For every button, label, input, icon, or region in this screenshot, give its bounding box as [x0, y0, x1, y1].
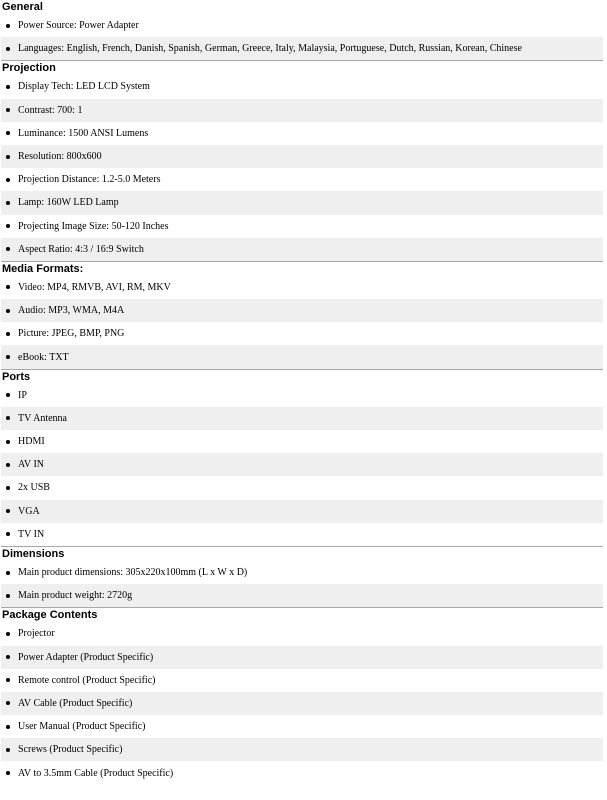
item-text: Resolution: 800x600	[18, 151, 102, 163]
bullet-icon	[6, 155, 10, 159]
item-text: Projection Distance: 1.2-5.0 Meters	[18, 174, 161, 186]
item-text: Luminance: 1500 ANSI Lumens	[18, 127, 149, 139]
bullet-icon	[6, 131, 10, 135]
bullet-icon	[6, 332, 10, 336]
item-text: Remote control (Product Specific)	[18, 674, 156, 686]
item-text: eBook: TXT	[18, 351, 69, 363]
bullet-icon	[6, 355, 10, 359]
item-text: VGA	[18, 505, 40, 517]
list-item	[1, 584, 603, 607]
item-text: Power Source: Power Adapter	[18, 20, 139, 32]
list-item	[1, 168, 603, 191]
item-text: TV IN	[18, 528, 45, 540]
item-text: IP	[18, 389, 27, 401]
list-item	[1, 322, 603, 345]
list-item	[1, 407, 603, 430]
bullet-icon	[6, 393, 10, 397]
list-item	[1, 299, 603, 322]
list-item	[1, 191, 603, 214]
bullet-icon	[6, 201, 10, 205]
list-item	[1, 500, 603, 523]
bullet-icon	[6, 748, 10, 752]
bullet-icon	[6, 178, 10, 182]
item-text: 2x USB	[18, 482, 50, 494]
item-text: AV to 3.5mm Cable (Product Specific)	[18, 767, 174, 779]
section-package-contents	[1, 607, 603, 784]
bullet-icon	[6, 632, 10, 636]
spec-sheet	[1, 0, 603, 785]
bullet-icon	[6, 701, 10, 705]
list-item	[1, 453, 603, 476]
section-title: General	[2, 1, 43, 13]
item-text: Power Adapter (Product Specific)	[18, 651, 154, 663]
section-ports	[1, 369, 603, 546]
bullet-icon	[6, 571, 10, 575]
list-item	[1, 122, 603, 145]
item-text: User Manual (Product Specific)	[18, 721, 146, 733]
bullet-icon	[6, 24, 10, 28]
bullet-icon	[6, 486, 10, 490]
section-dimensions	[1, 546, 603, 607]
section-title: Package Contents	[2, 609, 98, 622]
list-item	[1, 37, 603, 60]
item-text: Lamp: 160W LED Lamp	[18, 197, 119, 209]
section-title: Media Formats:	[2, 262, 84, 275]
item-text: Aspect Ratio: 4:3 / 16:9 Switch	[18, 243, 144, 255]
item-text: Picture: JPEG, BMP, PNG	[18, 328, 125, 340]
list-item	[1, 345, 603, 368]
item-text: Video: MP4, RMVB, AVI, RM, MKV	[18, 281, 171, 293]
bullet-icon	[6, 440, 10, 444]
item-text: Projector	[18, 628, 55, 640]
bullet-icon	[6, 655, 10, 659]
item-text: Main product weight: 2720g	[18, 590, 133, 602]
item-text: TV Antenna	[18, 412, 67, 424]
item-text: Contrast: 700: 1	[18, 104, 83, 116]
list-item	[1, 430, 603, 453]
item-text: AV Cable (Product Specific)	[18, 697, 133, 709]
section-projection	[1, 60, 603, 261]
bullet-icon	[6, 416, 10, 420]
item-text: Main product dimensions: 305x220x100mm (L x W x D)	[18, 567, 248, 579]
section-title: Dimensions	[2, 547, 65, 560]
bullet-icon	[6, 47, 10, 51]
list-item	[1, 669, 603, 692]
item-text: Audio: MP3, WMA, M4A	[18, 305, 125, 317]
bullet-icon	[6, 532, 10, 536]
item-text: Projecting Image Size: 50-120 Inches	[18, 220, 169, 232]
list-item	[1, 523, 603, 546]
bullet-icon	[6, 594, 10, 598]
list-item	[1, 738, 603, 761]
item-text: Languages: English, French, Danish, Spanish, German, Greece, Italy, Malaysia, Portuguese, Dutch, Russian, Korean, Chinese	[18, 43, 522, 55]
bullet-icon	[6, 247, 10, 251]
item-text: Display Tech: LED LCD System	[18, 81, 150, 93]
list-item	[1, 476, 603, 499]
section-media-formats	[1, 261, 603, 369]
bullet-icon	[6, 224, 10, 228]
list-item	[1, 14, 603, 37]
bullet-icon	[6, 509, 10, 513]
list-item	[1, 715, 603, 738]
list-item	[1, 622, 603, 645]
list-item	[1, 761, 603, 784]
section-general	[1, 0, 603, 60]
bullet-icon	[6, 309, 10, 313]
item-text: HDMI	[18, 436, 45, 448]
list-item	[1, 215, 603, 238]
item-text: AV IN	[18, 459, 45, 471]
bullet-icon	[6, 108, 10, 112]
list-item	[1, 145, 603, 168]
list-item	[1, 646, 603, 669]
list-item	[1, 75, 603, 98]
bullet-icon	[6, 85, 10, 89]
bullet-icon	[6, 463, 10, 467]
list-item	[1, 99, 603, 122]
bullet-icon	[6, 771, 10, 775]
list-item	[1, 276, 603, 299]
bullet-icon	[6, 725, 10, 729]
item-text: Screws (Product Specific)	[18, 744, 123, 756]
bullet-icon	[6, 678, 10, 682]
list-item	[1, 692, 603, 715]
list-item	[1, 238, 603, 261]
section-title: Projection	[2, 62, 56, 75]
list-item	[1, 384, 603, 407]
list-item	[1, 561, 603, 584]
bullet-icon	[6, 285, 10, 289]
section-title: Ports	[2, 370, 31, 383]
